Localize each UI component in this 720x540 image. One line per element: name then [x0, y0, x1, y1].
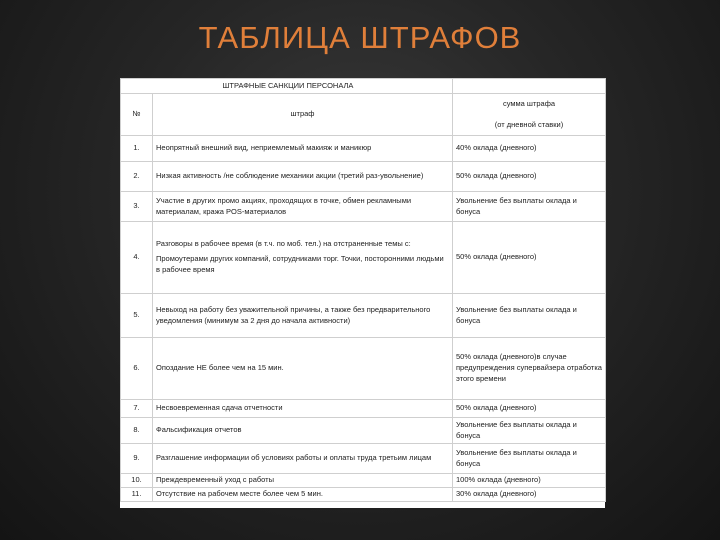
- row-sum: 40% оклада (дневного): [453, 136, 606, 162]
- fine-text: Промоутерами других компаний, сотрудниками торг. Точки, посторонними людьми в рабочее время: [156, 254, 444, 274]
- header-sum-line2: (от дневной ставки): [494, 119, 564, 129]
- header-sum-line1: сумма штрафа: [502, 98, 556, 108]
- table-row: [121, 338, 606, 400]
- fine-text: Разглашение информации об условиях работы и оплаты труда третьим лицам: [156, 453, 432, 463]
- row-number: 9.: [121, 444, 153, 474]
- row-sum: 50% оклада (дневного): [453, 222, 606, 294]
- row-sum: Увольнение без выплаты оклада и бонуса: [453, 444, 606, 474]
- row-number: 6.: [121, 338, 153, 400]
- row-number: 4.: [121, 222, 153, 294]
- fine-text: Фальсификация отчетов: [156, 425, 242, 435]
- fines-table: [120, 78, 605, 508]
- row-sum: 100% оклада (дневного): [453, 474, 606, 488]
- table-row: [121, 136, 606, 162]
- row-fine: [153, 488, 453, 502]
- row-sum: 50% оклада (дневного): [453, 162, 606, 192]
- row-fine: [153, 444, 453, 474]
- table-row: [121, 192, 606, 222]
- row-fine: [153, 136, 453, 162]
- row-number: 2.: [121, 162, 153, 192]
- row-sum: 30% оклада (дневного): [453, 488, 606, 502]
- table-caption-row: [121, 79, 606, 94]
- row-fine: [153, 222, 453, 294]
- fine-text: Участие в других промо акциях, проходящих в точке, обмен рекламными материалам, кража POS-материалов: [156, 195, 412, 216]
- fine-text: Невыход на работу без уважительной причины, а также без предварительного уведомления (минимум за 2 дня до начала активности): [156, 304, 431, 325]
- table-header-row: [121, 94, 606, 136]
- row-fine: [153, 192, 453, 222]
- fine-text: Преждевременный уход с работы: [156, 475, 275, 485]
- row-number: 5.: [121, 294, 153, 338]
- row-number: 7.: [121, 400, 153, 418]
- row-number: 8.: [121, 418, 153, 444]
- header-sum: [453, 94, 606, 136]
- row-number: 10.: [121, 474, 153, 488]
- table-row: [121, 294, 606, 338]
- row-fine: [153, 338, 453, 400]
- row-sum: Увольнение без выплаты оклада и бонуса: [453, 418, 606, 444]
- row-sum: 50% оклада (дневного)в случае предупреждения супервайзера отработка этого времени: [453, 338, 606, 400]
- table-row: [121, 418, 606, 444]
- row-fine: [153, 400, 453, 418]
- table-row: [121, 474, 606, 488]
- row-fine: [153, 294, 453, 338]
- page-title: ТАБЛИЦА ШТРАФОВ: [198, 20, 522, 55]
- table-caption: ШТРАФНЫЕ САНКЦИИ ПЕРСОНАЛА: [153, 79, 453, 94]
- row-number: 3.: [121, 192, 153, 222]
- fine-text: Отсутствие на рабочем месте более чем 5 мин.: [156, 489, 323, 499]
- fine-text: Несвоевременная сдача отчетности: [156, 403, 283, 413]
- row-fine: [153, 474, 453, 488]
- row-sum: Увольнение без выплаты оклада и бонуса: [453, 192, 606, 222]
- row-number: 11.: [121, 488, 153, 502]
- table-row: [121, 444, 606, 474]
- table-row: [121, 222, 606, 294]
- header-fine: штраф: [153, 94, 453, 136]
- table-row: [121, 162, 606, 192]
- row-fine: [153, 162, 453, 192]
- row-number: 1.: [121, 136, 153, 162]
- fine-text: Низкая активность /не соблюдение механики акции (третий раз-увольнение): [156, 171, 424, 181]
- fine-text: Неопрятный внешний вид, неприемлемый макияж и маникюр: [156, 143, 372, 153]
- fine-text: Разговоры в рабочее время (в т.ч. по моб. тел.) на отстраненные темы с:: [156, 239, 411, 249]
- table-row: [121, 400, 606, 418]
- row-fine: [153, 418, 453, 444]
- fine-text: Опоздание НЕ более чем на 15 мин.: [156, 363, 284, 373]
- header-num: №: [121, 94, 153, 136]
- row-sum: Увольнение без выплаты оклада и бонуса: [453, 294, 606, 338]
- table-row: [121, 488, 606, 502]
- row-sum: 50% оклада (дневного): [453, 400, 606, 418]
